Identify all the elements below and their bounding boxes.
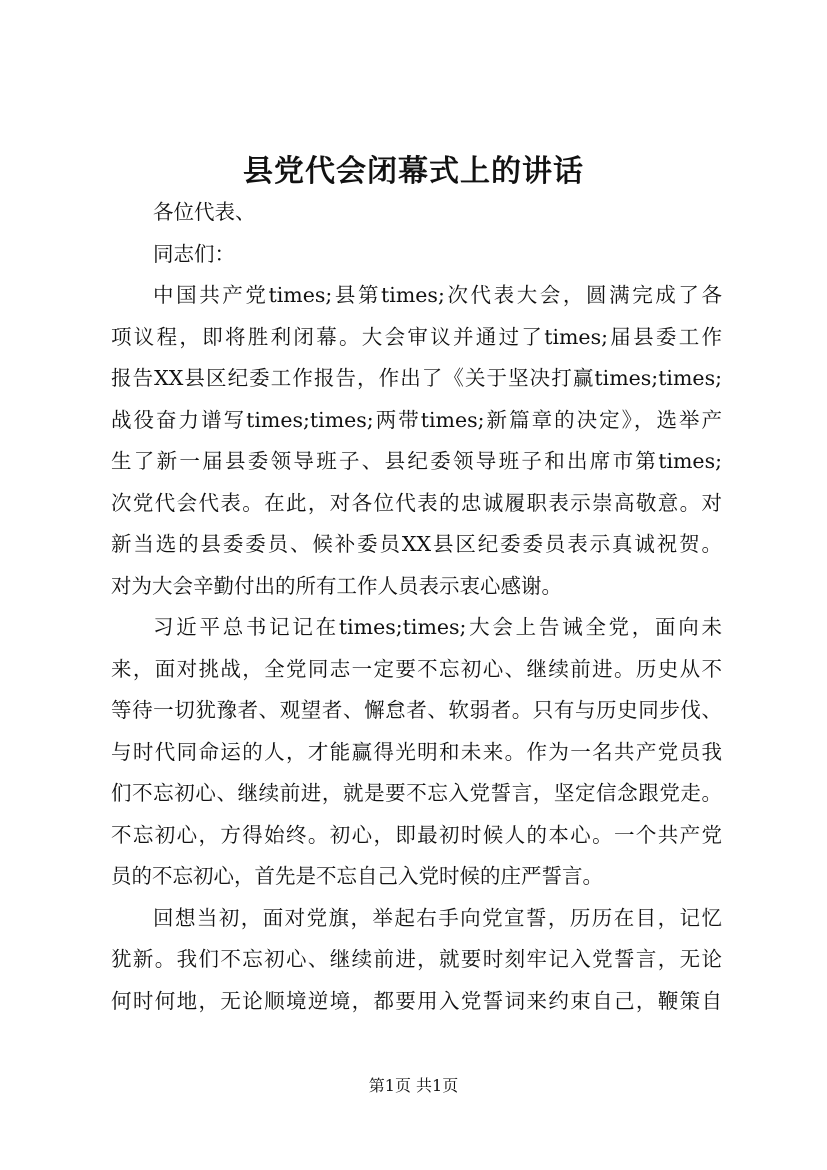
page-footer: 第1页 共1页 [368,1076,459,1095]
text-line: 报告XX县区纪委工作报告，作出了《关于坚决打赢times;times; [111,366,722,390]
paragraph [111,275,722,607]
paragraph [111,607,722,898]
text-line: 项议程，即将胜利闭幕。大会审议并通过了times;届县委工作 [111,324,722,349]
text-line: 习近平总书记记在times;times;大会上告诫全党，面向未 [153,615,722,639]
paragraph [111,898,722,1023]
salutation-line: 同志们： [153,241,235,266]
page-title: 县党代会闭幕式上的讲话 [243,154,584,189]
text-line: 战役奋力谱写times;times;两带times;新篇章的决定》，选举产 [111,407,722,432]
text-line: 不忘初心，方得始终。初心，即最初时候人的本心。一个共产党 [111,822,722,847]
text-line: 生了新一届县委领导班子、县纪委领导班子和出席市第times; [111,449,722,473]
document-body [111,192,722,1022]
salutation-line: 各位代表、 [153,200,256,224]
text-line: 来，面对挑战，全党同志一定要不忘初心、继续前进。历史从不 [111,656,722,681]
text-line: 对为大会辛勤付出的所有工作人员表示衷心感谢。 [111,573,562,598]
text-line: 次党代会代表。在此，对各位代表的忠诚履职表示崇高敬意。对 [111,490,722,515]
text-line: 中国共产党times;县第times;次代表大会，圆满完成了各 [153,283,722,307]
text-line: 与时代同命运的人，才能赢得光明和未来。作为一名共产党员我 [111,739,722,764]
text-line: 等待一切犹豫者、观望者、懈怠者、软弱者。只有与历史同步伐、 [111,698,722,722]
text-line: 何时何地，无论顺境逆境，都要用入党誓词来约束自己，鞭策自 [111,988,722,1013]
text-line: 们不忘初心、继续前进，就是要不忘入党誓言，坚定信念跟党走。 [111,781,722,805]
text-line: 回想当初，面对党旗，举起右手向党宣誓，历历在目，记忆 [153,905,722,930]
text-line: 员的不忘初心，首先是不忘自己入党时候的庄严誓言。 [111,864,603,888]
text-line: 犹新。我们不忘初心、继续前进，就要时刻牢记入党誓言，无论 [111,947,722,971]
text-line: 新当选的县委委员、候补委员XX县区纪委委员表示真诚祝贺。 [111,532,722,556]
